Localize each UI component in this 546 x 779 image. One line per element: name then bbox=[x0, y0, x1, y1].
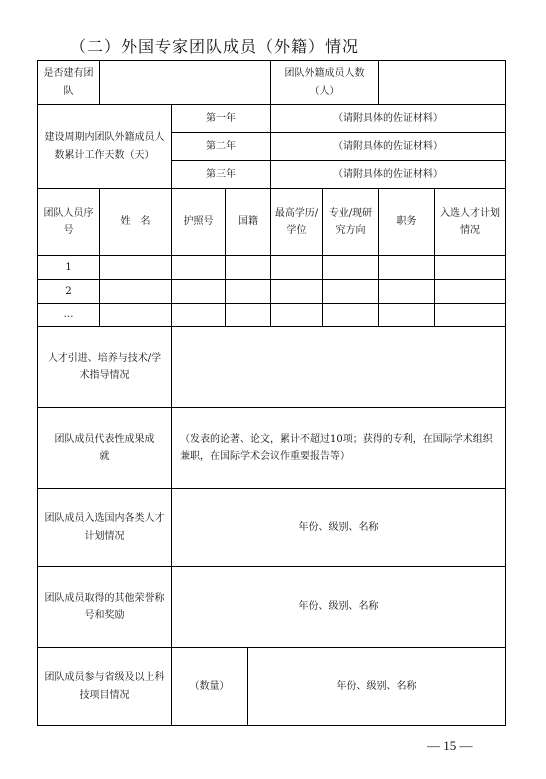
header-research: 专业/现研究方向 bbox=[322, 188, 379, 256]
member-row-3-talent-plan[interactable] bbox=[434, 303, 506, 327]
member-row-3-degree[interactable] bbox=[270, 303, 323, 327]
projects-label: 团队成员参与省级及以上科技项目情况 bbox=[37, 647, 172, 726]
member-row-2-seq: 2 bbox=[37, 279, 100, 304]
header-degree: 最高学历/学位 bbox=[270, 188, 323, 256]
member-row-2-position[interactable] bbox=[378, 279, 435, 304]
year-1-value[interactable]: （请附具体的佐证材料） bbox=[270, 104, 506, 133]
team-built-value[interactable] bbox=[99, 60, 271, 105]
member-row-3-passport[interactable] bbox=[171, 303, 226, 327]
projects-count[interactable]: （数量） bbox=[171, 647, 248, 726]
member-row-3-name[interactable] bbox=[99, 303, 172, 327]
talent-label: 人才引进、培养与技术/学术指导情况 bbox=[37, 326, 172, 408]
header-passport: 护照号 bbox=[171, 188, 226, 256]
member-row-1-position[interactable] bbox=[378, 255, 435, 280]
member-row-1-degree[interactable] bbox=[270, 255, 323, 280]
header-position: 职务 bbox=[378, 188, 435, 256]
member-row-2-nationality[interactable] bbox=[225, 279, 271, 304]
talent-value[interactable] bbox=[171, 326, 506, 408]
member-row-1-research[interactable] bbox=[322, 255, 379, 280]
member-row-1-talent-plan[interactable] bbox=[434, 255, 506, 280]
domestic-value[interactable]: 年份、级别、名称 bbox=[171, 488, 506, 567]
section-title: （二）外国专家团队成员（外籍）情况 bbox=[70, 37, 360, 56]
member-row-3-seq: … bbox=[37, 303, 100, 327]
domestic-label: 团队成员入选国内各类人才计划情况 bbox=[37, 488, 172, 567]
year-2-label: 第二年 bbox=[171, 132, 271, 161]
year-2-value[interactable]: （请附具体的佐证材料） bbox=[270, 132, 506, 161]
foreign-count-value[interactable] bbox=[378, 60, 506, 105]
achievements-value[interactable]: （发表的论著、论文，累计不超过10项；获得的专利，在国际学术组织兼职，在国际学术会议作重要报告等） bbox=[171, 407, 506, 489]
member-row-2-research[interactable] bbox=[322, 279, 379, 304]
workdays-label: 建设周期内团队外籍成员人数累计工作天数（天） bbox=[37, 104, 172, 189]
member-row-1-seq: 1 bbox=[37, 255, 100, 280]
year-3-label: 第三年 bbox=[171, 160, 271, 189]
member-row-1-passport[interactable] bbox=[171, 255, 226, 280]
member-row-2-name[interactable] bbox=[99, 279, 172, 304]
honors-value[interactable]: 年份、级别、名称 bbox=[171, 566, 506, 648]
member-row-1-nationality[interactable] bbox=[225, 255, 271, 280]
member-row-2-degree[interactable] bbox=[270, 279, 323, 304]
member-row-3-nationality[interactable] bbox=[225, 303, 271, 327]
member-row-2-passport[interactable] bbox=[171, 279, 226, 304]
foreign-count-label: 团队外籍成员人数（人） bbox=[270, 60, 379, 105]
achievements-label: 团队成员代表性成果成就 bbox=[37, 407, 172, 489]
header-name: 姓 名 bbox=[99, 188, 172, 256]
member-row-3-position[interactable] bbox=[378, 303, 435, 327]
year-1-label: 第一年 bbox=[171, 104, 271, 133]
team-built-label: 是否建有团队 bbox=[37, 60, 100, 105]
member-row-3-research[interactable] bbox=[322, 303, 379, 327]
year-3-value[interactable]: （请附具体的佐证材料） bbox=[270, 160, 506, 189]
header-seq: 团队人员序号 bbox=[37, 188, 100, 256]
header-talent-plan: 入选人才计划情况 bbox=[434, 188, 506, 256]
projects-value[interactable]: 年份、级别、名称 bbox=[247, 647, 506, 726]
header-nationality: 国籍 bbox=[225, 188, 271, 256]
member-row-2-talent-plan[interactable] bbox=[434, 279, 506, 304]
honors-label: 团队成员取得的其他荣誉称号和奖励 bbox=[37, 566, 172, 648]
page-number: — 15 — bbox=[427, 738, 473, 753]
member-row-1-name[interactable] bbox=[99, 255, 172, 280]
